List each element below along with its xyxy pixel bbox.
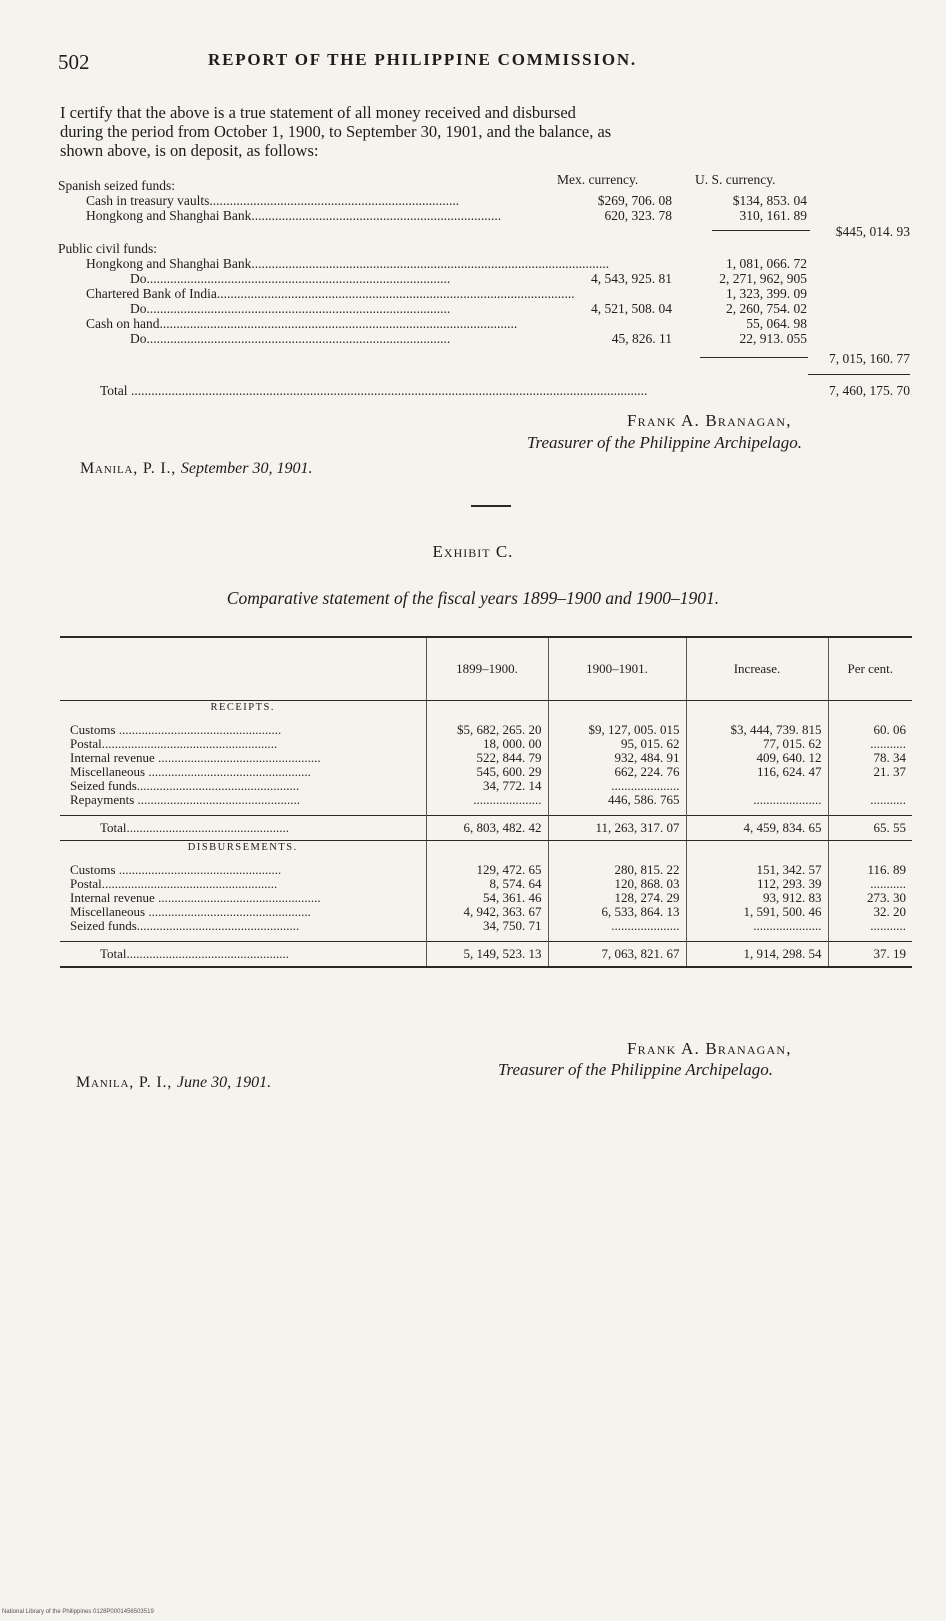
table-row: Internal revenue .................................................. 54, 361. 46 128, 274. 29 93, 912. 83 273. 30 (60, 891, 912, 905)
disbursements-heading: DISBURSEMENTS. (187, 842, 298, 853)
signature-title: Treasurer of the Philippine Archipelago. (498, 1060, 773, 1079)
comparative-statement-table (60, 636, 912, 968)
library-footer: National Library of the Philippines 0128P0001456503519 (2, 1609, 154, 1615)
deposit-row-us: 310, 161. 89 (739, 208, 807, 223)
row-label: Internal revenue .................................................. (70, 891, 321, 905)
table-row: Miscellaneous .................................................. 545, 600. 29 662, 224. 76 116, 624. 47 21. 37 (60, 765, 912, 779)
signature-name: Frank A. Branagan, (627, 1039, 792, 1058)
header-percent: Per cent. (828, 637, 912, 701)
mex-currency-header: Mex. currency. (557, 172, 639, 187)
deposit-row-mex: $269, 706. 08 (597, 193, 672, 208)
section-heading-row (60, 841, 912, 864)
section-heading-row (60, 701, 912, 724)
deposit-row-mex: 620, 323. 78 (604, 208, 672, 223)
place-date: Manila, P. I., June 30, 1901. (76, 1074, 272, 1091)
subtotal-rule (700, 357, 808, 358)
deposit-row-label: Hongkong and Shanghai Bank.......................................................................................................... (86, 256, 610, 271)
us-currency-header: U. S. currency. (695, 172, 776, 187)
spanish-total: $445, 014. 93 (835, 224, 910, 239)
table-row: Miscellaneous .................................................. 4, 942, 363. 67 6, 533, 864. 13 1, 591, 500. 46 32. 20 (60, 905, 912, 919)
table-row: Postal...................................................... 18, 000. 00 95, 015. 62 77, 015. 62 ........... (60, 737, 912, 751)
table-row: Repayments .................................................. ..................... 446, 586. 765 ..................... ........... (60, 793, 912, 816)
exhibit-caption: Comparative statement of the fiscal years 1899–1900 and 1900–1901. (226, 588, 720, 608)
header-1899: 1899–1900. (426, 637, 548, 701)
header-1900: 1900–1901. (548, 637, 686, 701)
deposit-row-label: Cash on hand.......................................................................................................... (86, 316, 518, 331)
deposit-row-label: Do.......................................................................................... (130, 271, 451, 286)
row-label: Postal...................................................... (70, 737, 278, 751)
row-label: Repayments .................................................. (70, 793, 301, 807)
grand-total: 7, 460, 175. 70 (829, 383, 910, 398)
deposit-row-mex: 45, 826. 11 (611, 331, 672, 346)
row-label: Internal revenue .................................................. (70, 751, 321, 765)
deposit-row-label: Hongkong and Shanghai Bank.......................................................................... (86, 208, 502, 223)
row-label: Total.................................................. (60, 942, 426, 968)
deposit-row-us: 1, 081, 066. 72 (726, 256, 807, 271)
disbursements-total-row: Total.................................................. 5, 149, 523. 13 7, 063, 821. 67 1, 914, 298. 54 37. 19 (60, 942, 912, 968)
row-label: Total.................................................. (60, 816, 426, 841)
total-rule (808, 374, 910, 375)
section-divider (471, 505, 511, 507)
row-label: Seized funds.................................................. (70, 779, 300, 793)
public-civil-heading: Public civil funds: (58, 241, 157, 256)
deposit-row-label: Do.......................................................................................... (130, 301, 451, 316)
receipts-heading: RECEIPTS. (210, 702, 276, 713)
signature-name: Frank A. Branagan, (627, 411, 792, 430)
certification-line: I certify that the above is a true statement of all money received and disbursed (60, 103, 576, 122)
table-row: Customs .................................................. $5, 682, 265. 20 $9, 127, 005. 015 $3, 444, 739. 815 60. 06 (60, 723, 912, 737)
row-label: Postal...................................................... (70, 877, 278, 891)
page-number: 502 (58, 50, 90, 74)
deposit-row-label: Chartered Bank of India.......................................................................................................... (86, 286, 575, 301)
table-row: Postal...................................................... 8, 574. 64 120, 868. 03 112, 293. 39 ........... (60, 877, 912, 891)
grand-total-label: Total ......................................................................................................................................................... (100, 383, 648, 398)
place-date: Manila, P. I., September 30, 1901. (80, 460, 313, 477)
table-row: Customs .................................................. 129, 472. 65 280, 815. 22 151, 342. 57 116. 89 (60, 863, 912, 877)
deposit-row-mex: 4, 543, 925. 81 (591, 271, 672, 286)
running-title: REPORT OF THE PHILIPPINE COMMISSION. (208, 50, 637, 69)
table-header-row (60, 637, 912, 701)
certification-line: during the period from October 1, 1900, to September 30, 1901, and the balance, as (60, 122, 612, 141)
row-label: Customs .................................................. (70, 863, 282, 877)
header-increase: Increase. (686, 637, 828, 701)
deposit-row-label: Cash in treasury vaults.......................................................................... (86, 193, 460, 208)
deposit-row-label: Do.......................................................................................... (130, 331, 451, 346)
table-row: Seized funds.................................................. 34, 772. 14 ..................... (60, 779, 912, 793)
public-total: 7, 015, 160. 77 (829, 351, 910, 366)
row-label: Miscellaneous .................................................. (70, 905, 311, 919)
row-label: Customs .................................................. (70, 723, 282, 737)
deposit-row-us: 22, 913. 055 (739, 331, 807, 346)
deposit-row-mex: 4, 521, 508. 04 (591, 301, 672, 316)
row-label: Miscellaneous .................................................. (70, 765, 311, 779)
table-row: Seized funds.................................................. 34, 750. 71 ..................... ..................... ........... (60, 919, 912, 942)
deposit-row-us: 2, 271, 962, 905 (719, 271, 807, 286)
exhibit-label: Exhibit C. (432, 542, 514, 561)
table-row: Internal revenue .................................................. 522, 844. 79 932, 484. 91 409, 640. 12 78. 34 (60, 751, 912, 765)
deposit-row-us: 55, 064. 98 (746, 316, 807, 331)
deposit-row-us: 1, 323, 399. 09 (726, 286, 807, 301)
row-label: Seized funds.................................................. (70, 919, 300, 933)
subtotal-rule (712, 230, 810, 231)
certification-paragraph (60, 103, 905, 160)
spanish-seized-heading: Spanish seized funds: (58, 178, 175, 193)
certification-line: shown above, is on deposit, as follows: (60, 141, 319, 160)
header-label-col (60, 637, 426, 701)
receipts-total-row: Total.................................................. 6, 803, 482. 42 11, 263, 317. 07 4, 459, 834. 65 65. 55 (60, 816, 912, 841)
deposit-row-us: 2, 260, 754. 02 (726, 301, 807, 316)
signature-title: Treasurer of the Philippine Archipelago. (527, 433, 802, 452)
deposit-row-us: $134, 853. 04 (732, 193, 807, 208)
